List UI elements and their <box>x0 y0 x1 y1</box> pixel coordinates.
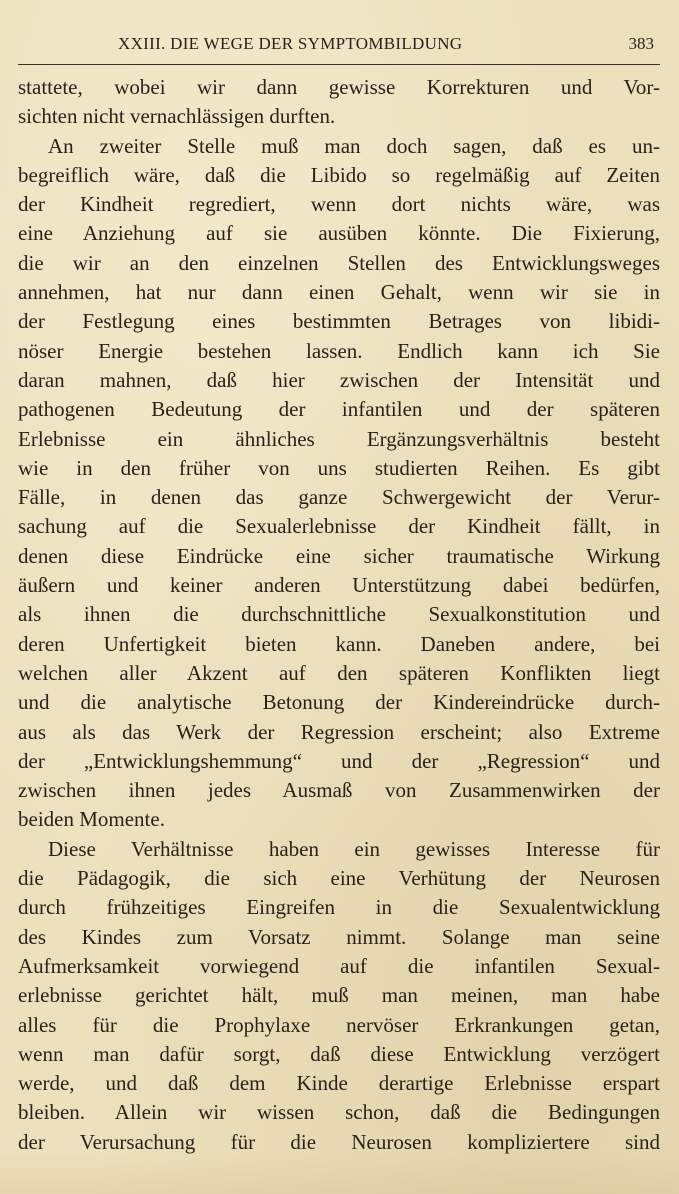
text-line: sichten nicht vernachlässigen durften. <box>18 104 336 129</box>
text-line: der „Entwicklungshemmung“ und der „Regression“ und <box>18 748 660 773</box>
text-line: denen diese Eindrücke eine sicher traumatische Wirkung <box>18 543 660 568</box>
page-number: 383 <box>628 34 654 53</box>
text-line: Erlebnisse ein ähnliches Ergänzungsverhältnis besteht <box>18 426 660 451</box>
text-line: deren Unfertigkeit bieten kann. Daneben andere, bei <box>18 631 660 656</box>
text-line: erlebnisse gerichtet hält, muß man meinen, man habe <box>18 983 660 1008</box>
text-line: der Festlegung eines bestimmten Betrages von libidi- <box>18 309 660 334</box>
text-line: begreiflich wäre, daß die Libido so regelmäßig auf Zeiten <box>18 162 660 187</box>
text-line: Aufmerksamkeit vorwiegend auf die infantilen Sexual- <box>18 953 660 978</box>
text-line: beiden Momente. <box>18 807 165 832</box>
page-edge-shadow <box>0 1154 679 1194</box>
text-line: annehmen, hat nur dann einen Gehalt, wenn wir sie in <box>18 280 660 305</box>
text-line: wie in den früher von uns studierten Reihen. Es gibt <box>18 455 660 480</box>
text-line: An zweiter Stelle muß man doch sagen, daß es un- <box>48 133 660 158</box>
text-line: sachung auf die Sexualerlebnisse der Kindheit fällt, in <box>18 514 660 539</box>
text-line: zwischen ihnen jedes Ausmaß von Zusammenwirken der <box>18 778 660 803</box>
text-line: eine Anziehung auf sie ausüben könnte. Die Fixierung, <box>18 221 660 246</box>
text-line: nöser Energie bestehen lassen. Endlich kann ich Sie <box>18 338 660 363</box>
text-line: Diese Verhältnisse haben ein gewisses Interesse für <box>48 836 660 861</box>
text-line: alles für die Prophylaxe nervöser Erkrankungen getan, <box>18 1012 660 1037</box>
text-line: welchen aller Akzent auf den späteren Konflikten liegt <box>18 660 660 685</box>
text-line: die wir an den einzelnen Stellen des Entwicklungsweges <box>18 250 660 275</box>
text-line: als ihnen die durchschnittliche Sexualkonstitution und <box>18 602 660 627</box>
text-line: der Verursachung für die Neurosen kompliziertere sind <box>18 1129 660 1154</box>
text-line: Fälle, in denen das ganze Schwergewicht der Verur- <box>18 485 660 510</box>
page-header <box>18 30 660 65</box>
text-line: des Kindes zum Vorsatz nimmt. Solange man seine <box>18 924 660 949</box>
text-line: werde, und daß dem Kinde derartige Erlebnisse erspart <box>18 1071 660 1096</box>
text-line: der Kindheit regrediert, wenn dort nichts wäre, was <box>18 192 660 217</box>
body-text <box>18 73 660 1157</box>
book-page <box>18 30 660 1157</box>
text-line: bleiben. Allein wir wissen schon, daß die Bedingungen <box>18 1100 660 1125</box>
text-line: pathogenen Bedeutung der infantilen und der späteren <box>18 397 660 422</box>
text-line: und die analytische Betonung der Kindereindrücke durch- <box>18 690 660 715</box>
text-line: daran mahnen, daß hier zwischen der Intensität und <box>18 367 660 392</box>
text-line: die Pädagogik, die sich eine Verhütung der Neurosen <box>18 866 660 891</box>
text-line: stattete, wobei wir dann gewisse Korrekturen und Vor- <box>18 75 660 99</box>
text-line: durch frühzeitiges Eingreifen in die Sexualentwicklung <box>18 895 660 920</box>
running-title: XXIII. DIE WEGE DER SYMPTOMBILDUNG <box>118 34 463 53</box>
text-line: äußern und keiner anderen Unterstützung dabei bedürfen, <box>18 573 660 598</box>
text-line: wenn man dafür sorgt, daß diese Entwicklung verzögert <box>18 1041 660 1066</box>
text-line: aus als das Werk der Regression erscheint; also Extreme <box>18 719 660 744</box>
